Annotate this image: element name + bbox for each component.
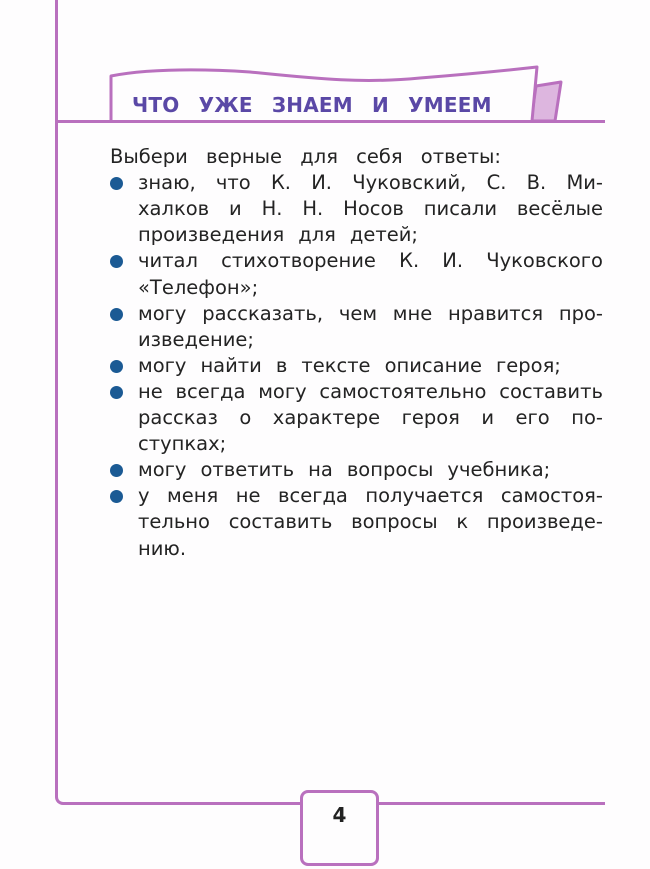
word: рассказать, [202,301,324,325]
word: и [229,197,242,221]
word: чем [338,301,378,325]
word: не [235,484,261,508]
word: Чуковского [486,249,603,273]
list-item-line [138,457,550,483]
word: писали [423,197,498,221]
word: К. [399,249,420,273]
list-item-line [138,431,226,457]
bullet-icon [110,177,123,190]
word: к [456,510,469,534]
word: могу [138,458,187,482]
word: Н. [302,197,324,221]
word: изведение; [138,327,255,351]
list-item-line [138,509,603,535]
word: И. [442,249,464,273]
word: произведе- [486,510,603,534]
word: составить [228,510,333,534]
list-item-line [138,196,603,222]
list-item-line [138,353,561,379]
word: В. [526,171,547,195]
word: знаю, [138,171,196,195]
word: Н. [261,197,283,221]
list-item-line [138,483,603,509]
word: весёлые [516,197,603,221]
word: произведения [138,223,285,247]
page-number-box [300,790,379,866]
word: ответить [200,458,295,482]
list-item-line [138,248,603,274]
list-item-line [138,170,603,196]
word: детей; [349,223,419,247]
word: не [138,379,163,403]
bullet-icon [110,308,123,321]
word: рассказ [138,406,218,429]
list-item-line [138,222,418,248]
word: Чуковский, [352,171,467,195]
word: всегда [175,379,246,403]
word: героя; [496,353,561,377]
word: характере [272,406,381,429]
word: нию. [138,536,187,560]
list-item-line [138,275,258,301]
word: найти [200,353,262,377]
intro-text: Выбери верные для себя ответы: [110,145,501,168]
word: стихотворение [221,249,376,273]
word: ступках; [138,432,227,456]
word: вопросы [351,510,438,534]
header-rule [55,120,605,123]
list-item-line [138,327,254,353]
word: «Телефон»; [138,275,259,299]
word: могу [258,379,307,403]
word: что [215,171,251,195]
word: могу [138,353,187,377]
word: читал [138,249,198,273]
word: тексте [301,353,371,377]
word: тельно [138,510,210,534]
word: на [308,458,333,482]
word: героя [401,406,460,429]
list-item-line [138,301,603,327]
word: составить [499,379,603,403]
word: учебника; [447,458,551,482]
bullet-icon [110,255,123,268]
word: нравится [448,301,544,325]
word: про- [558,301,603,325]
word: меня [167,484,219,508]
word: К. [270,171,291,195]
word: Носов [343,197,404,221]
word: по- [571,406,603,429]
word: самостоя- [500,484,603,508]
bullet-icon [110,464,123,477]
word: о [239,406,252,429]
word: в [275,353,288,377]
page-frame-bottom-border-left [70,802,302,805]
word: для [298,223,336,247]
word: самостоятельно [319,379,487,403]
word: С. [486,171,507,195]
word: и [481,406,495,429]
list-item-line [138,536,186,562]
list-item-line [138,405,603,431]
word: мне [392,301,433,325]
bullet-icon [110,490,123,503]
word: получается [365,484,484,508]
word: его [515,406,550,429]
word: вопросы [346,458,434,482]
section-title: ЧТО УЖЕ ЗНАЕМ И УМЕЕМ [132,93,492,117]
word: халков [138,197,210,221]
page-frame-bottom-border-right [377,802,605,805]
word: всегда [277,484,348,508]
page-number: 4 [332,803,347,827]
word: у [138,484,150,508]
word: могу [138,301,187,325]
list-item-line [138,379,603,405]
word: Ми- [566,171,603,195]
word: И. [311,171,332,195]
bullet-icon [110,360,123,373]
word: описание [384,353,483,377]
bullet-icon [110,386,123,399]
